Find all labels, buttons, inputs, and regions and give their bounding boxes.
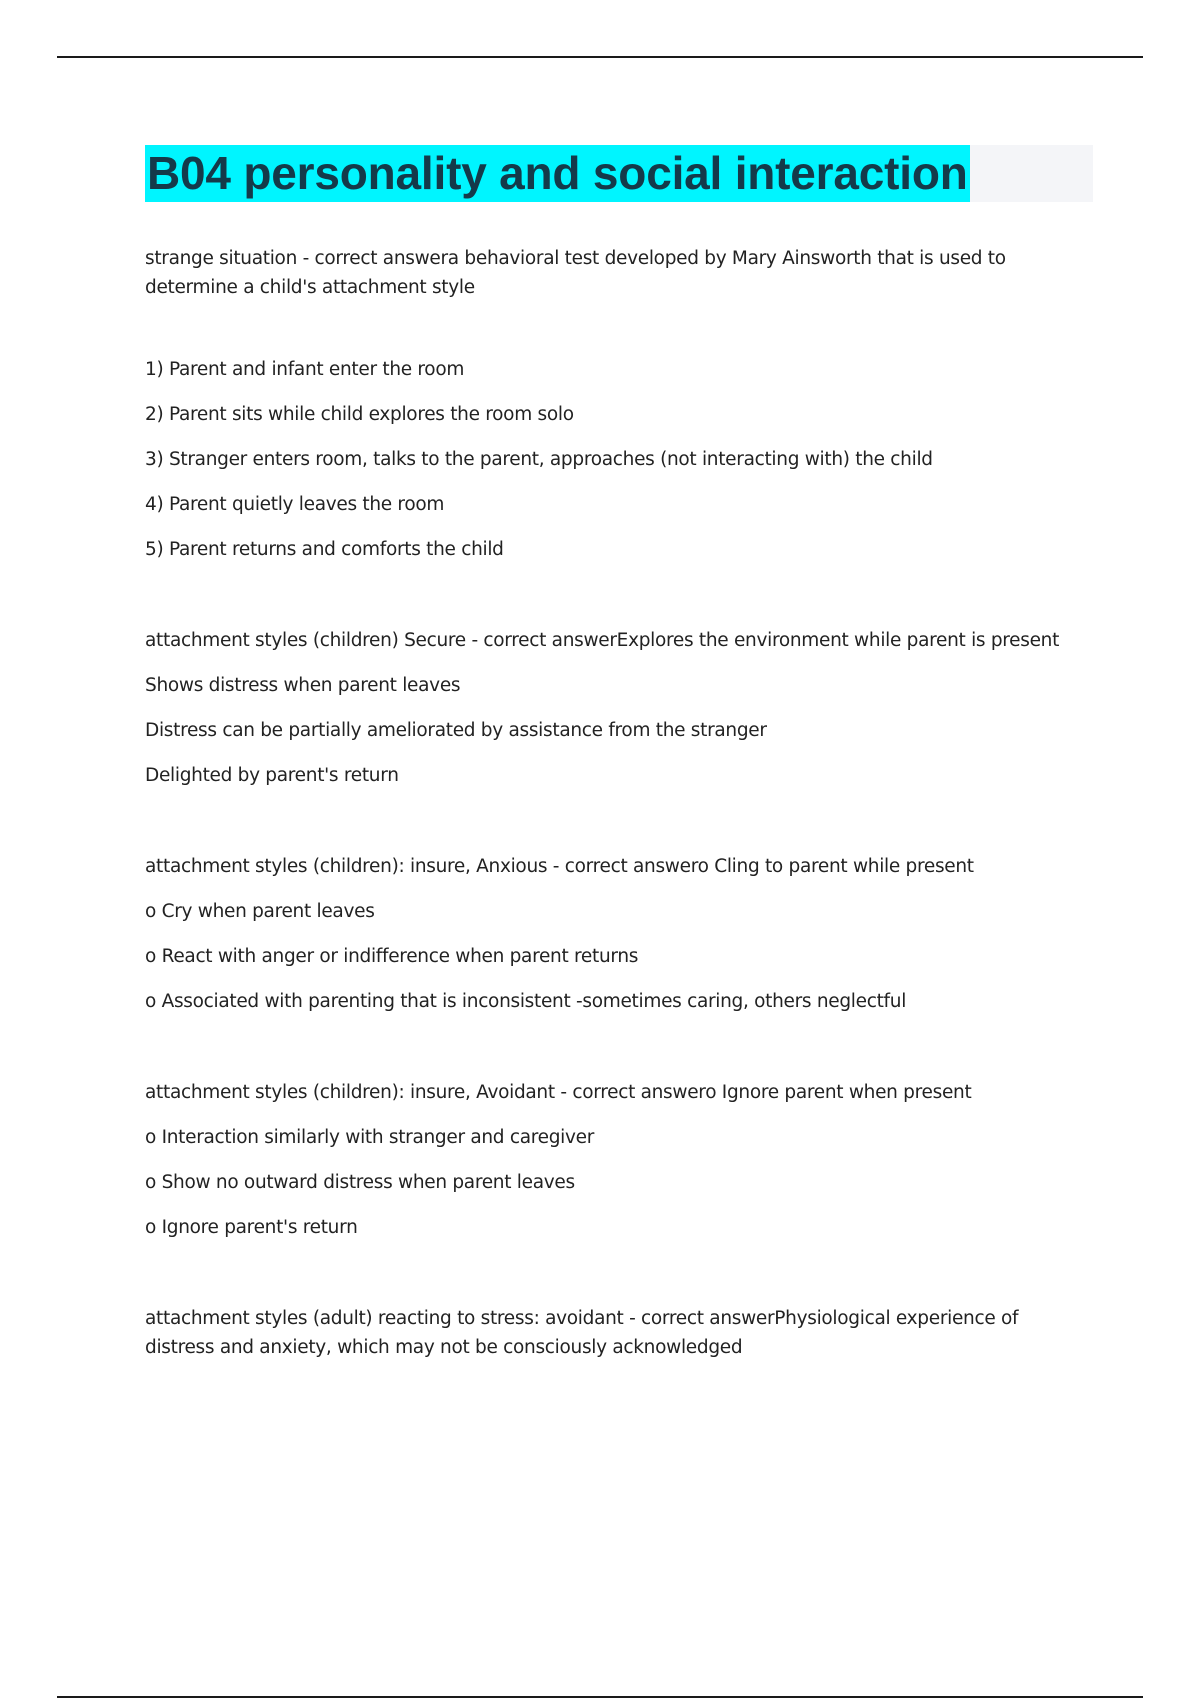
list-item: o Associated with parenting that is inconsistent -sometimes caring, others neglectful: [145, 991, 907, 1012]
section-secure: [145, 626, 1093, 806]
section-anxious: [145, 852, 1093, 1032]
bottom-divider: [57, 1696, 1143, 1698]
list-item: 4) Parent quietly leaves the room: [145, 494, 445, 515]
list-item: Distress can be partially ameliorated by assistance from the stranger: [145, 720, 767, 741]
section-strange-situation: [145, 244, 1093, 580]
definition-paragraph: strange situation - correct answera behavioral test developed by Mary Ainsworth that is used to determine a child's attachment style: [145, 248, 1006, 298]
list-item: 3) Stranger enters room, talks to the parent, approaches (not interacting with) the child: [145, 449, 933, 470]
definition-line: attachment styles (children) Secure - correct answerExplores the environment while parent is present: [145, 630, 1060, 651]
document-body: [145, 244, 1093, 1362]
list-item: Delighted by parent's return: [145, 765, 399, 786]
list-item: 1) Parent and infant enter the room: [145, 359, 465, 380]
list-item: Shows distress when parent leaves: [145, 675, 461, 696]
list-item: o Show no outward distress when parent leaves: [145, 1172, 575, 1193]
page-title: B04 personality and social interaction: [145, 145, 970, 202]
list-item: 5) Parent returns and comforts the child: [145, 539, 504, 560]
list-item: o React with anger or indifference when parent returns: [145, 946, 639, 967]
definition-line: attachment styles (children): insure, Anxious - correct answero Cling to parent while present: [145, 856, 974, 877]
list-item: o Ignore parent's return: [145, 1217, 358, 1238]
title-banner: [145, 145, 1093, 202]
section-avoidant-adult: [145, 1304, 1093, 1362]
list-item: 2) Parent sits while child explores the room solo: [145, 404, 574, 425]
section-avoidant-children: [145, 1078, 1093, 1258]
definition-line: attachment styles (children): insure, Avoidant - correct answero Ignore parent when present: [145, 1082, 972, 1103]
top-divider: [57, 56, 1143, 58]
list-item: o Cry when parent leaves: [145, 901, 375, 922]
definition-paragraph: attachment styles (adult) reacting to stress: avoidant - correct answerPhysiological experience of distress and anxiety, which may not be consciously acknowledged: [145, 1308, 1019, 1358]
list-item: o Interaction similarly with stranger and caregiver: [145, 1127, 595, 1148]
